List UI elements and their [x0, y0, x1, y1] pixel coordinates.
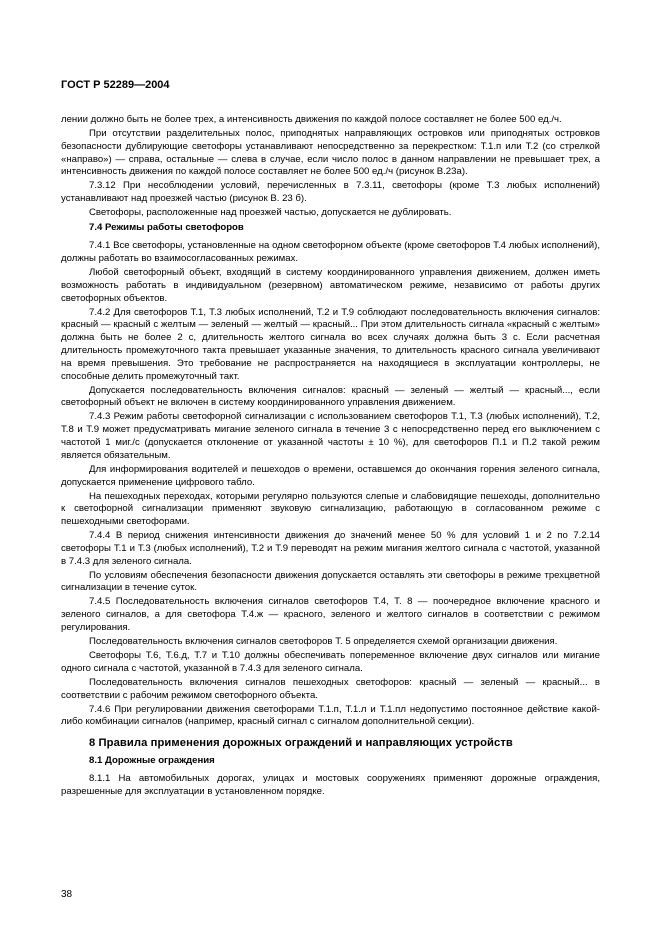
- section-heading-8: 8 Правила применения дорожных ограждений и направляющих устройств: [89, 737, 513, 750]
- section-heading-7-4: 7.4 Режимы работы светофоров: [89, 222, 244, 234]
- paragraph: 8.1.1 На автомобильных дорогах, улицах и мостовых сооружениях применяют дорожные ограждения, разрешенные для эксплуатации в установленном порядке.: [61, 772, 600, 797]
- paragraph: Допускается последовательность включения сигналов: красный — зеленый — желтый — красный..., если светофорный объект не включен в систему координированного управления движением.: [61, 384, 600, 409]
- paragraph: 7.4.2 Для светофоров Т.1, Т.3 любых исполнений, Т.2 и Т.9 соблюдают последовательность включения сигналов: красный — красный с желтым — зеленый — желтый — красный... При этом длительность сигнала «красный с желтым» должна быть не более 2 с, длительность желтого сигнала во всех случаях должна быть 3 с. Если расчетная длительность промежуточного такта превышает указанные значения, то длительность красного сигнала увеличивают на время превышения. Это требование не распространяется на находящиеся в эксплуатации контроллеры, не способные делить промежуточный такт.: [61, 306, 600, 382]
- section-heading-8-1: 8.1 Дорожные ограждения: [89, 755, 215, 767]
- paragraph: 7.4.1 Все светофоры, установленные на одном светофорном объекте (кроме светофоров Т.4 любых исполнений), должны работать во взаимосогласованных режимах.: [61, 240, 600, 265]
- paragraph: Последовательность включения сигналов пешеходных светофоров: красный — зеленый — красный... в соответствии с рабочим режимом светофорного объекта.: [61, 676, 600, 701]
- paragraph: Для информирования водителей и пешеходов о времени, оставшемся до окончания горения зеленого сигнала, допускается применение цифрового табло.: [61, 463, 600, 488]
- paragraph: Любой светофорный объект, входящий в систему координированного управления движением, должен иметь возможность работать в индивидуальном (резервном) автоматическом режиме, независимо от работы других светофорных объектов.: [61, 267, 600, 304]
- paragraph: 7.4.4 В период снижения интенсивности движения до значений менее 50 % для условий 1 и 2 по 7.2.14 светофоры Т.1 и Т.3 (любых исполнений), Т.2 и Т.9 переводят на режим мигания желтого сигнала с частотой, указанной в 7.4.3 для зеленого сигнала.: [61, 530, 600, 567]
- paragraph: При отсутствии разделительных полос, приподнятых направляющих островков или приподнятых островков безопасности дублирующие светофоры устанавливают непосредственно за перекрестком: Т.1.п или Т.2 (со стрелкой «направо») — справа, остальные — слева в случае, если число полос в данном направлении не превышает трех, а интенсивность движения по каждой полосе составляет не более 500 ед./ч (рисунок В.23а).: [61, 127, 600, 178]
- paragraph: 7.4.6 При регулировании движения светофорами Т.1.п, Т.1.л и Т.1.пл недопустимо постоянное действие какой-либо комбинации сигналов (например, красный сигнал с сигналом дополнительной секции).: [61, 703, 600, 728]
- paragraph: Светофоры Т.6, Т.6.д, Т.7 и Т.10 должны обеспечивать попеременное включение двух сигналов или мигание одного сигнала с частотой, указанной в 7.4.3 для зеленого сигнала.: [61, 650, 600, 674]
- paragraph: На пешеходных переходах, которыми регулярно пользуются слепые и слабовидящие пешеходы, дополнительно к светофорной сигнализации применяют звуковую сигнализацию, работающую в согласованном режиме с пешеходными светофорами.: [61, 490, 600, 528]
- paragraph: 7.4.5 Последовательность включения сигналов светофоров Т.4, Т. 8 — поочередное включение красного и зеленого сигналов, а для светофора Т.4.ж — красного, зеленого и желтого сигналов в соответствии с режимом регулирования.: [61, 596, 600, 634]
- page-number: 38: [61, 889, 73, 900]
- paragraph: Последовательность включения сигналов светофоров Т. 5 определяется схемой организации движения.: [89, 636, 558, 648]
- paragraph: По условиям обеспечения безопасности движения допускается оставлять эти светофоры в режиме трехцветной сигнализации в течение суток.: [61, 569, 600, 594]
- paragraph: 7.4.3 Режим работы светофорной сигнализации с использованием светофоров Т.1, Т.3 (любых исполнений), Т.2, Т.8 и Т.9 может предусматривать мигание зеленого сигнала в течение 3 с непосредственно перед его выключением с частотой 1 миг./с (допускается отклонение от указанной частоты ± 10 %), для светофоров П.1 и П.2 такой режим является обязательным.: [61, 411, 600, 461]
- paragraph: Светофоры, расположенные над проезжей частью, допускается не дублировать.: [89, 207, 452, 219]
- document-standard-header: ГОСТ Р 52289—2004: [61, 79, 170, 91]
- document-body: [61, 114, 600, 800]
- paragraph: 7.3.12 При несоблюдении условий, перечисленных в 7.3.11, светофоры (кроме Т.3 любых исполнений) устанавливают над проезжей частью (рисунок В. 23 б).: [61, 180, 600, 205]
- paragraph: лении должно быть не более трех, а интенсивность движения по каждой полосе составляет не более 500 ед./ч.: [61, 114, 562, 125]
